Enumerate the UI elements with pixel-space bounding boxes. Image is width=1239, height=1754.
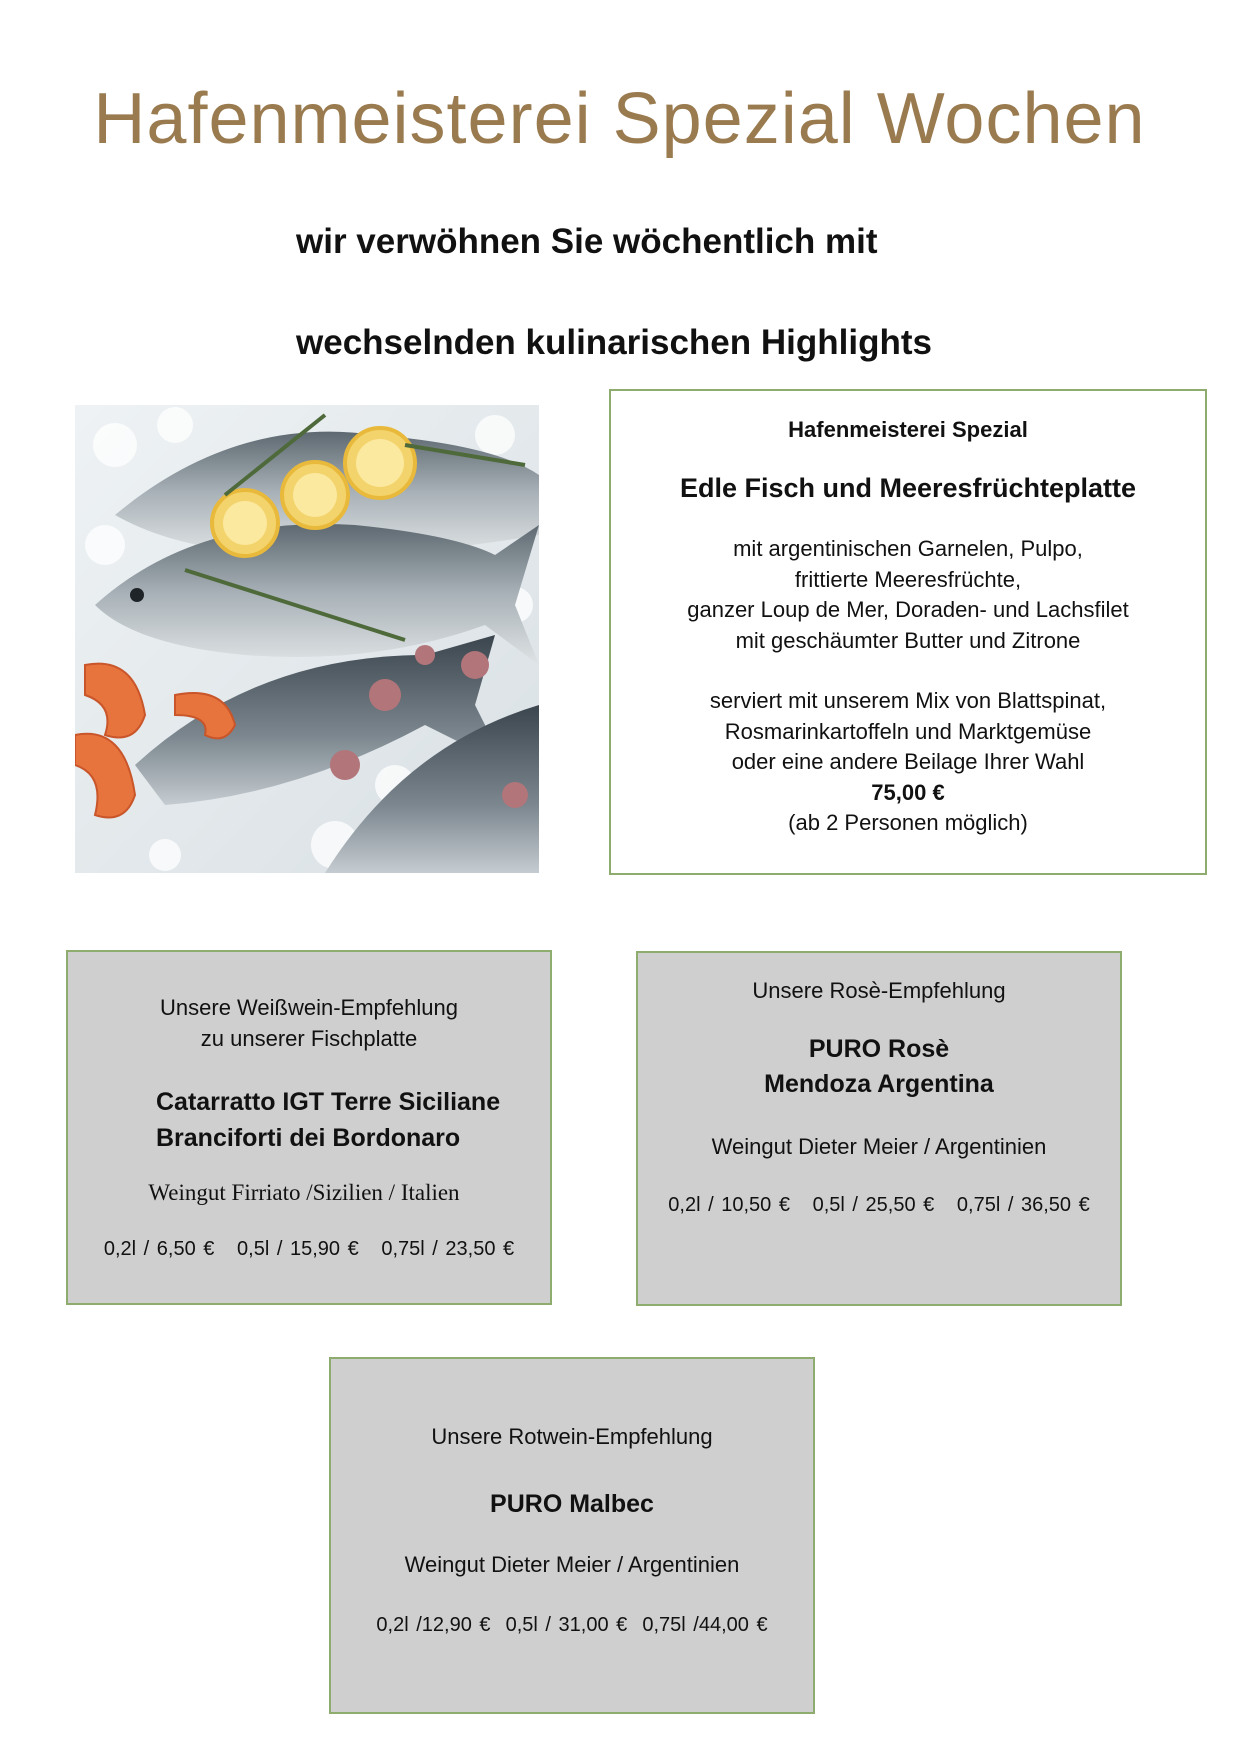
dish-note: (ab 2 Personen möglich) — [788, 810, 1028, 835]
subtitle-line-2: wechselnden kulinarischen Highlights — [296, 323, 932, 362]
white-wine-producer: Weingut Firriato /Sizilien / Italien — [148, 1180, 460, 1205]
dish-price: 75,00 € — [871, 779, 945, 805]
seafood-photo — [75, 405, 539, 873]
white-wine-card — [66, 950, 552, 1305]
rose-wine-prices: 0,2l / 10,50 € 0,5l / 25,50 € 0,75l / 36,50 € — [668, 1194, 1090, 1216]
special-dish-card — [609, 389, 1207, 875]
white-wine-name — [68, 1084, 550, 1156]
description-line: ganzer Loup de Mer, Doraden- und Lachsfilet — [687, 597, 1129, 622]
page-title: Hafenmeisterei Spezial Wochen — [93, 79, 1146, 159]
description-line: mit geschäumter Butter und Zitrone — [735, 627, 1081, 653]
red-wine-name: PURO Malbec — [490, 1490, 654, 1518]
rose-wine-intro: Unsere Rosè-Empfehlung — [752, 978, 1006, 1003]
description-line: frittierte Meeresfrüchte, — [794, 566, 1022, 592]
rose-wine-producer: Weingut Dieter Meier / Argentinien — [711, 1134, 1047, 1159]
dish-description — [611, 534, 1205, 778]
intro-line: zu unserer Fischplatte — [200, 1026, 418, 1051]
rose-wine-card — [636, 951, 1122, 1306]
description-line: mit argentinischen Garnelen, Pulpo, — [733, 536, 1083, 561]
red-wine-producer: Weingut Dieter Meier / Argentinien — [404, 1552, 740, 1577]
white-wine-intro — [68, 992, 550, 1054]
sides-line: oder eine andere Beilage Ihrer Wahl — [731, 749, 1085, 774]
red-wine-prices: 0,2l /12,90 € 0,5l / 31,00 € 0,75l /44,00 € — [376, 1614, 768, 1636]
wine-name-line: Mendoza Argentina — [764, 1070, 994, 1098]
sides-line: Rosmarinkartoffeln und Marktgemüse — [724, 718, 1092, 744]
rose-wine-name — [638, 1032, 1120, 1102]
wine-name-line: Catarratto IGT Terre Siciliane — [156, 1088, 501, 1116]
special-heading: Hafenmeisterei Spezial — [788, 417, 1028, 442]
red-wine-card — [329, 1357, 815, 1714]
intro-line: Unsere Weißwein-Empfehlung — [160, 995, 458, 1020]
white-wine-prices: 0,2l / 6,50 € 0,5l / 15,90 € 0,75l / 23,50 € — [103, 1238, 515, 1260]
wine-name-line: PURO Rosè — [808, 1035, 950, 1063]
subtitle-line-1: wir verwöhnen Sie wöchentlich mit — [296, 222, 878, 261]
red-wine-intro: Unsere Rotwein-Empfehlung — [431, 1424, 713, 1449]
sides-line: serviert mit unserem Mix von Blattspinat, — [709, 688, 1107, 713]
dish-title: Edle Fisch und Meeresfrüchteplatte — [679, 473, 1137, 503]
wine-name-line: Branciforti dei Bordonaro — [156, 1124, 461, 1152]
